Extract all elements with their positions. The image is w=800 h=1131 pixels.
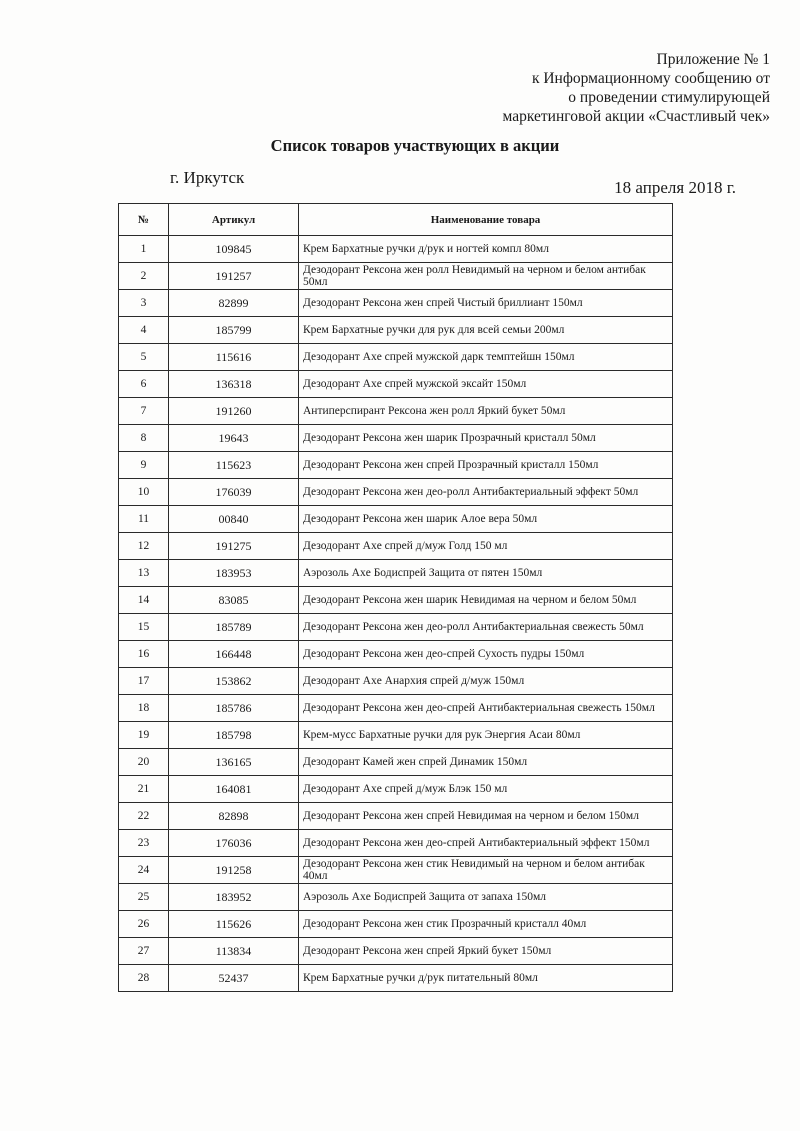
table-row xyxy=(119,587,673,614)
table-row xyxy=(119,803,673,830)
row-article: 176036 xyxy=(169,830,299,857)
table-row xyxy=(119,938,673,965)
row-article: 109845 xyxy=(169,236,299,263)
appendix-line-2: к Информационному сообщению от xyxy=(531,70,770,87)
header-number: № xyxy=(119,204,169,236)
row-article: 191258 xyxy=(169,857,299,884)
header-product-name: Наименование товара xyxy=(299,204,673,236)
table-row xyxy=(119,776,673,803)
row-product-name: Аэрозоль Axe Бодиспрей Защита от запаха 150мл xyxy=(299,884,673,911)
row-number: 21 xyxy=(119,776,169,803)
row-number: 14 xyxy=(119,587,169,614)
row-product-name: Дезодорант Рексона жен спрей Невидимая на черном и белом 150мл xyxy=(299,803,673,830)
row-number: 18 xyxy=(119,695,169,722)
row-product-name: Дезодорант Axe Анархия спрей д/муж 150мл xyxy=(299,668,673,695)
row-product-name: Дезодорант Рексона жен спрей Чистый бриллиант 150мл xyxy=(299,290,673,317)
row-number: 24 xyxy=(119,857,169,884)
table-row xyxy=(119,911,673,938)
table-row xyxy=(119,830,673,857)
row-product-name: Дезодорант Рексона жен шарик Невидимая на черном и белом 50мл xyxy=(299,587,673,614)
row-product-name: Дезодорант Рексона жен стик Невидимый на черном и белом антибак 40мл xyxy=(299,857,673,884)
row-article: 115623 xyxy=(169,452,299,479)
table-row xyxy=(119,263,673,290)
appendix-line-3: о проведении стимулирующей xyxy=(568,89,770,106)
table-row xyxy=(119,317,673,344)
row-product-name: Дезодорант Рексона жен део-спрей Сухость пудры 150мл xyxy=(299,641,673,668)
row-article: 115626 xyxy=(169,911,299,938)
table-row xyxy=(119,290,673,317)
row-article: 136165 xyxy=(169,749,299,776)
row-number: 5 xyxy=(119,344,169,371)
row-number: 4 xyxy=(119,317,169,344)
row-number: 22 xyxy=(119,803,169,830)
row-article: 166448 xyxy=(169,641,299,668)
table-row xyxy=(119,641,673,668)
row-number: 6 xyxy=(119,371,169,398)
table-row xyxy=(119,722,673,749)
table-row xyxy=(119,533,673,560)
table-row xyxy=(119,560,673,587)
row-number: 16 xyxy=(119,641,169,668)
table-row xyxy=(119,965,673,992)
row-product-name: Антиперспирант Рексона жен ролл Яркий букет 50мл xyxy=(299,398,673,425)
row-article: 185789 xyxy=(169,614,299,641)
row-product-name: Дезодорант Рексона жен део-ролл Антибактериальный эффект 50мл xyxy=(299,479,673,506)
row-number: 9 xyxy=(119,452,169,479)
row-product-name: Дезодорант Axe спрей д/муж Блэк 150 мл xyxy=(299,776,673,803)
row-article: 176039 xyxy=(169,479,299,506)
row-number: 8 xyxy=(119,425,169,452)
table-row xyxy=(119,479,673,506)
header-article: Артикул xyxy=(169,204,299,236)
table-row xyxy=(119,695,673,722)
row-number: 10 xyxy=(119,479,169,506)
row-product-name: Крем Бархатные ручки для рук для всей семьи 200мл xyxy=(299,317,673,344)
row-article: 185786 xyxy=(169,695,299,722)
row-product-name: Дезодорант Axe спрей мужской дарк темптейшн 150мл xyxy=(299,344,673,371)
row-product-name: Дезодорант Axe спрей д/муж Голд 150 мл xyxy=(299,533,673,560)
row-product-name: Дезодорант Рексона жен ролл Невидимый на черном и белом антибак 50мл xyxy=(299,263,673,290)
row-product-name: Крем-мусс Бархатные ручки для рук Энергия Асаи 80мл xyxy=(299,722,673,749)
row-article: 191260 xyxy=(169,398,299,425)
row-product-name: Дезодорант Axe спрей мужской эксайт 150мл xyxy=(299,371,673,398)
row-number: 17 xyxy=(119,668,169,695)
row-article: 164081 xyxy=(169,776,299,803)
row-article: 82898 xyxy=(169,803,299,830)
row-article: 185798 xyxy=(169,722,299,749)
table-row xyxy=(119,371,673,398)
row-product-name: Дезодорант Рексона жен спрей Прозрачный кристалл 150мл xyxy=(299,452,673,479)
row-number: 15 xyxy=(119,614,169,641)
row-article: 183953 xyxy=(169,560,299,587)
row-article: 185799 xyxy=(169,317,299,344)
row-article: 191257 xyxy=(169,263,299,290)
row-product-name: Дезодорант Рексона жен део-спрей Антибактериальная свежесть 150мл xyxy=(299,695,673,722)
row-number: 11 xyxy=(119,506,169,533)
row-product-name: Дезодорант Рексона жен шарик Прозрачный кристалл 50мл xyxy=(299,425,673,452)
row-product-name: Дезодорант Рексона жен спрей Яркий букет 150мл xyxy=(299,938,673,965)
table-row xyxy=(119,344,673,371)
row-number: 12 xyxy=(119,533,169,560)
table-row xyxy=(119,857,673,884)
table-header-row xyxy=(119,204,673,236)
table-row xyxy=(119,668,673,695)
row-product-name: Аэрозоль Axe Бодиспрей Защита от пятен 150мл xyxy=(299,560,673,587)
document-title: Список товаров участвующих в акции xyxy=(270,136,560,155)
row-number: 25 xyxy=(119,884,169,911)
table-row xyxy=(119,425,673,452)
row-article: 52437 xyxy=(169,965,299,992)
table-row xyxy=(119,236,673,263)
city-label: г. Иркутск xyxy=(170,168,245,187)
row-number: 28 xyxy=(119,965,169,992)
row-product-name: Дезодорант Рексона жен стик Прозрачный кристалл 40мл xyxy=(299,911,673,938)
row-article: 183952 xyxy=(169,884,299,911)
row-product-name: Дезодорант Рексона жен део-ролл Антибактериальная свежесть 50мл xyxy=(299,614,673,641)
row-number: 20 xyxy=(119,749,169,776)
appendix-header xyxy=(410,50,770,126)
products-table xyxy=(118,203,673,992)
row-product-name: Крем Бархатные ручки д/рук питательный 80мл xyxy=(299,965,673,992)
row-article: 191275 xyxy=(169,533,299,560)
appendix-line-1: Приложение № 1 xyxy=(656,51,770,68)
row-number: 13 xyxy=(119,560,169,587)
row-number: 7 xyxy=(119,398,169,425)
table-body xyxy=(119,236,673,992)
row-product-name: Крем Бархатные ручки д/рук и ногтей компл 80мл xyxy=(299,236,673,263)
row-number: 23 xyxy=(119,830,169,857)
table-row xyxy=(119,506,673,533)
row-number: 3 xyxy=(119,290,169,317)
row-number: 1 xyxy=(119,236,169,263)
document-date: 18 апреля 2018 г. xyxy=(614,178,736,197)
row-number: 2 xyxy=(119,263,169,290)
table-row xyxy=(119,749,673,776)
row-article: 113834 xyxy=(169,938,299,965)
row-number: 27 xyxy=(119,938,169,965)
row-article: 00840 xyxy=(169,506,299,533)
row-product-name: Дезодорант Рексона жен део-спрей Антибактериальный эффект 150мл xyxy=(299,830,673,857)
table-row xyxy=(119,398,673,425)
row-number: 26 xyxy=(119,911,169,938)
table-row xyxy=(119,452,673,479)
row-product-name: Дезодорант Камей жен спрей Динамик 150мл xyxy=(299,749,673,776)
row-product-name: Дезодорант Рексона жен шарик Алое вера 50мл xyxy=(299,506,673,533)
row-article: 19643 xyxy=(169,425,299,452)
row-article: 136318 xyxy=(169,371,299,398)
row-article: 82899 xyxy=(169,290,299,317)
appendix-line-4: маркетинговой акции «Счастливый чек» xyxy=(502,108,770,125)
row-article: 115616 xyxy=(169,344,299,371)
row-article: 153862 xyxy=(169,668,299,695)
row-article: 83085 xyxy=(169,587,299,614)
table-row xyxy=(119,884,673,911)
row-number: 19 xyxy=(119,722,169,749)
table-row xyxy=(119,614,673,641)
